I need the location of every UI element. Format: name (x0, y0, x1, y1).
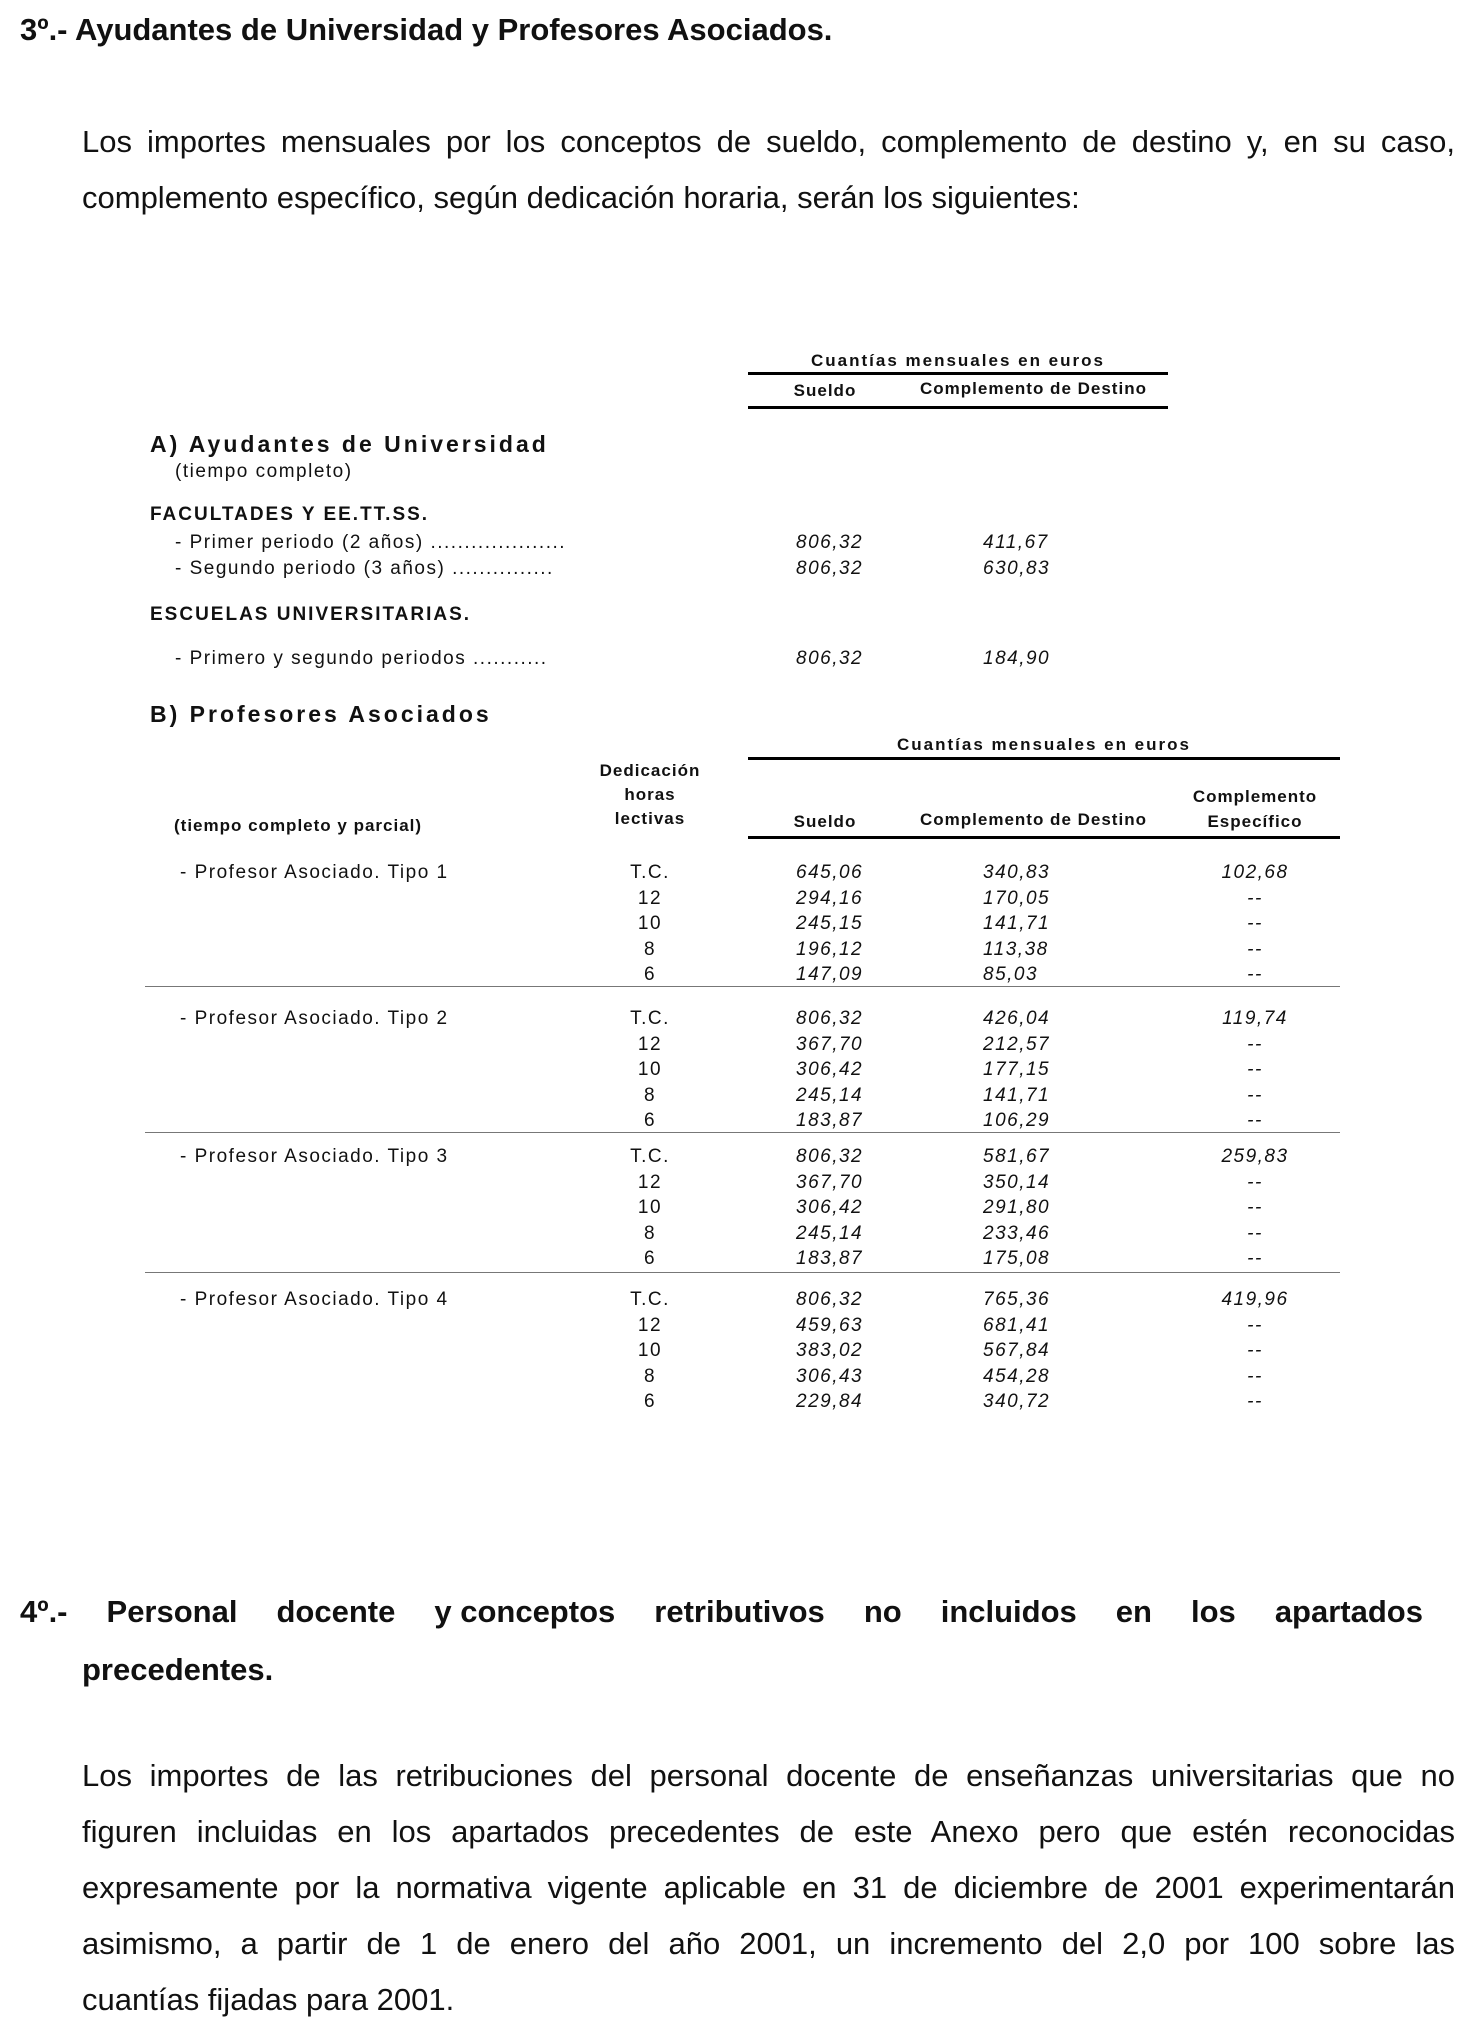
dedicacion-cell: 10 (637, 1340, 663, 1361)
dedicacion-cell: 12 (637, 1315, 663, 1336)
heading-word: en (1115, 1594, 1152, 1629)
destino-cell: 106,29 (983, 1110, 1051, 1131)
body-line: figuren incluidas en los apartados precedentes de este Anexo pero que estén reconocidas (82, 1814, 1455, 1849)
especifico-cell: -- (1247, 1248, 1263, 1269)
table-a-sueldo: 806,32 (796, 532, 864, 553)
table-b-group-header: Cuantías mensuales en euros (897, 735, 1191, 754)
especifico-cell: -- (1247, 1391, 1263, 1412)
table-b-col-destino: Complemento de Destino (920, 810, 1147, 829)
heading-word: retributivos (654, 1594, 825, 1629)
destino-cell: 765,36 (983, 1289, 1051, 1310)
destino-cell: 350,14 (983, 1172, 1051, 1193)
especifico-cell: -- (1247, 1059, 1263, 1080)
especifico-cell: -- (1247, 1366, 1263, 1387)
especifico-cell: 259,83 (1221, 1146, 1289, 1167)
block-separator (145, 1272, 1340, 1273)
heading-word: los (1191, 1594, 1236, 1629)
divider (748, 757, 1340, 760)
heading-word: y conceptos (434, 1594, 616, 1629)
especifico-cell: -- (1247, 1197, 1263, 1218)
destino-cell: 141,71 (983, 1085, 1051, 1106)
especifico-cell: -- (1247, 964, 1263, 985)
header-line: Específico (1207, 812, 1303, 831)
table-a-group-label: FACULTADES Y EE.TT.SS. (150, 504, 430, 525)
destino-cell: 177,15 (983, 1059, 1051, 1080)
especifico-cell: -- (1247, 1172, 1263, 1193)
dedicacion-cell: 12 (637, 888, 663, 909)
sueldo-cell: 367,70 (796, 1034, 864, 1055)
table-a-subtitle: (tiempo completo) (175, 461, 353, 482)
destino-cell: 212,57 (983, 1034, 1051, 1055)
table-b-col-sueldo: Sueldo (793, 812, 857, 831)
heading-word: Personal (106, 1594, 238, 1629)
divider (748, 406, 1168, 409)
destino-cell: 113,38 (983, 939, 1049, 960)
section-3-heading: 3º.- Ayudantes de Universidad y Profesores Asociados. (20, 12, 833, 47)
destino-cell: 340,83 (983, 862, 1051, 883)
body-line: asimismo, a partir de 1 de enero del año 2001, un incremento del 2,0 por 100 sobre las (82, 1926, 1455, 1961)
dedicacion-cell: 10 (637, 913, 663, 934)
destino-cell: 454,28 (983, 1366, 1051, 1387)
sueldo-cell: 367,70 (796, 1172, 864, 1193)
especifico-cell: 419,96 (1221, 1289, 1289, 1310)
sueldo-cell: 806,32 (796, 1008, 864, 1029)
sueldo-cell: 229,84 (796, 1391, 864, 1412)
section-4-heading-cont: precedentes. (82, 1652, 274, 1687)
heading-word: no (863, 1594, 902, 1629)
dedicacion-cell: 8 (643, 1366, 657, 1387)
intro-line: Los importes mensuales por los conceptos de sueldo, complemento de destino y, en su caso, (82, 124, 1455, 159)
divider (748, 372, 1168, 375)
heading-word: apartados (1274, 1594, 1423, 1629)
table-a-destino: 630,83 (983, 558, 1051, 579)
destino-cell: 85,03 (983, 964, 1039, 985)
destino-cell: 426,04 (983, 1008, 1051, 1029)
sueldo-cell: 245,14 (796, 1085, 864, 1106)
table-a-group-label: ESCUELAS UNIVERSITARIAS. (150, 604, 472, 625)
especifico-cell: -- (1247, 1223, 1263, 1244)
dedicacion-cell: T.C. (630, 862, 670, 883)
destino-cell: 291,80 (983, 1197, 1051, 1218)
sueldo-cell: 383,02 (796, 1340, 864, 1361)
table-a-destino: 411,67 (983, 532, 1049, 553)
header-line: Complemento (1192, 787, 1318, 806)
destino-cell: 170,05 (983, 888, 1051, 909)
table-a-group-header: Cuantías mensuales en euros (811, 351, 1105, 370)
table-b-col-dedicacion (590, 759, 710, 831)
dedicacion-cell: T.C. (630, 1008, 670, 1029)
dedicacion-cell: T.C. (630, 1146, 670, 1167)
section-4-heading (20, 1594, 1423, 1630)
sueldo-cell: 306,42 (796, 1197, 864, 1218)
table-a-sueldo: 806,32 (796, 558, 864, 579)
table-b-col-label: (tiempo completo y parcial) (174, 816, 423, 835)
destino-cell: 581,67 (983, 1146, 1051, 1167)
heading-word: incluidos (940, 1594, 1077, 1629)
dedicacion-cell: 8 (643, 1223, 657, 1244)
destino-cell: 567,84 (983, 1340, 1051, 1361)
especifico-cell: -- (1247, 1340, 1263, 1361)
profesor-tipo-label: - Profesor Asociado. Tipo 3 (180, 1146, 449, 1167)
block-separator (145, 1132, 1340, 1133)
heading-word: 4º.- (20, 1594, 68, 1629)
table-a-col-destino: Complemento de Destino (920, 379, 1147, 398)
especifico-cell: 119,74 (1222, 1008, 1288, 1029)
sueldo-cell: 306,42 (796, 1059, 864, 1080)
header-line: lectivas (614, 809, 686, 828)
destino-cell: 175,08 (983, 1248, 1051, 1269)
intro-line: complemento específico, según dedicación horaria, serán los siguientes: (82, 180, 1080, 215)
table-b-title: B) Profesores Asociados (150, 701, 492, 727)
sueldo-cell: 183,87 (796, 1248, 864, 1269)
sueldo-cell: 183,87 (796, 1110, 864, 1131)
especifico-cell: -- (1247, 1110, 1263, 1131)
especifico-cell: -- (1247, 1034, 1263, 1055)
section-3-intro (82, 114, 1455, 226)
sueldo-cell: 806,32 (796, 1289, 864, 1310)
body-line: expresamente por la normativa vigente aplicable en 31 de diciembre de 2001 experimentarán (82, 1870, 1455, 1905)
sueldo-cell: 459,63 (796, 1315, 864, 1336)
divider (748, 836, 1340, 839)
dedicacion-cell: 6 (643, 1110, 657, 1131)
dedicacion-cell: 8 (643, 939, 657, 960)
profesor-tipo-label: - Profesor Asociado. Tipo 1 (180, 862, 449, 883)
table-a-row-label: - Segundo periodo (3 años) ............... (175, 558, 554, 579)
sueldo-cell: 806,32 (796, 1146, 864, 1167)
dedicacion-cell: 12 (637, 1034, 663, 1055)
dedicacion-cell: T.C. (630, 1289, 670, 1310)
sueldo-cell: 147,09 (796, 964, 864, 985)
table-a-title: A) Ayudantes de Universidad (150, 431, 549, 457)
especifico-cell: -- (1247, 939, 1263, 960)
especifico-cell: -- (1247, 1315, 1263, 1336)
dedicacion-cell: 12 (637, 1172, 663, 1193)
header-line: Dedicación (599, 761, 701, 780)
dedicacion-cell: 10 (637, 1059, 663, 1080)
sueldo-cell: 306,43 (796, 1366, 864, 1387)
sueldo-cell: 645,06 (796, 862, 864, 883)
table-a-col-sueldo: Sueldo (793, 381, 857, 400)
block-separator (145, 986, 1340, 987)
profesor-tipo-label: - Profesor Asociado. Tipo 4 (180, 1289, 449, 1310)
dedicacion-cell: 6 (643, 1391, 657, 1412)
especifico-cell: -- (1247, 1085, 1263, 1106)
dedicacion-cell: 8 (643, 1085, 657, 1106)
destino-cell: 233,46 (983, 1223, 1051, 1244)
table-a-destino: 184,90 (983, 648, 1051, 669)
section-4-body (82, 1748, 1455, 2028)
dedicacion-cell: 6 (643, 964, 657, 985)
table-a-row-label: - Primer periodo (2 años) .................... (175, 532, 567, 553)
heading-word: docente (276, 1594, 396, 1629)
table-a-row-label: - Primero y segundo periodos ........... (175, 648, 548, 669)
especifico-cell: -- (1247, 888, 1263, 909)
profesor-tipo-label: - Profesor Asociado. Tipo 2 (180, 1008, 449, 1029)
especifico-cell: -- (1247, 913, 1263, 934)
destino-cell: 141,71 (983, 913, 1051, 934)
table-b-col-especifico (1185, 784, 1325, 834)
body-line: cuantías fijadas para 2001. (82, 1982, 455, 2017)
destino-cell: 681,41 (983, 1315, 1051, 1336)
sueldo-cell: 245,14 (796, 1223, 864, 1244)
dedicacion-cell: 10 (637, 1197, 663, 1218)
sueldo-cell: 196,12 (796, 939, 864, 960)
especifico-cell: 102,68 (1221, 862, 1289, 883)
dedicacion-cell: 6 (643, 1248, 657, 1269)
table-a-sueldo: 806,32 (796, 648, 864, 669)
body-line: Los importes de las retribuciones del personal docente de enseñanzas universitarias que no (82, 1758, 1455, 1793)
sueldo-cell: 245,15 (796, 913, 864, 934)
destino-cell: 340,72 (983, 1391, 1051, 1412)
sueldo-cell: 294,16 (796, 888, 864, 909)
header-line: horas (624, 785, 676, 804)
